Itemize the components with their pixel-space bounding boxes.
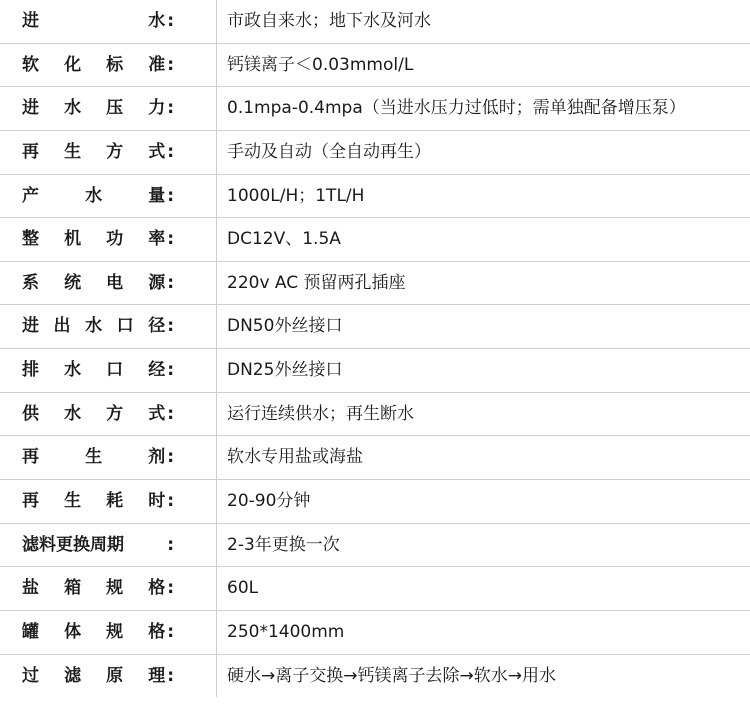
row-label-text: [22, 314, 165, 339]
row-label-char: 理: [148, 665, 166, 686]
table-row: [0, 567, 750, 611]
row-label-text: [22, 227, 165, 252]
row-label-cell: [0, 392, 217, 436]
row-label-colon: :: [167, 11, 174, 31]
row-label-cell: [0, 261, 217, 305]
row-label-char: 水: [64, 98, 82, 119]
row-label-char: 量: [148, 185, 166, 206]
row-label-text: [22, 271, 165, 296]
table-row: [0, 480, 750, 524]
row-label-cell: [0, 480, 217, 524]
row-value-cell: [217, 480, 750, 524]
row-label-text: [22, 533, 165, 558]
row-label-colon: :: [167, 185, 174, 206]
row-value-text: DC12V、1.5A: [227, 229, 341, 250]
row-label-char: 力: [148, 98, 166, 119]
row-label-inner: [22, 227, 174, 252]
row-label-cell: [0, 436, 217, 480]
row-label-colon: :: [167, 447, 174, 468]
row-label-inner: [22, 533, 174, 558]
row-value-cell: [217, 392, 750, 436]
row-value-cell: [217, 567, 750, 611]
row-value-cell: [217, 436, 750, 480]
row-label-char: 产: [22, 185, 39, 206]
row-label-char: 排: [22, 360, 39, 381]
row-label-char: 整: [22, 229, 39, 250]
row-label-char: 率: [148, 229, 166, 250]
row-label-char: 剂: [148, 447, 166, 468]
row-label-char: 生: [64, 141, 82, 162]
row-label-char: 再: [22, 447, 39, 468]
row-label-inner: [22, 53, 174, 78]
row-label-char: 电: [106, 272, 124, 293]
row-label-inner: [22, 184, 174, 209]
row-label-inner: [22, 140, 174, 165]
row-label-cell: [0, 654, 217, 697]
row-label-char: 水: [64, 403, 82, 424]
row-label-char: 格: [148, 621, 166, 642]
row-label-char: 周: [90, 534, 107, 555]
row-label-text: [22, 53, 165, 78]
row-label-char: 滤: [64, 665, 82, 686]
table-row: [0, 436, 750, 480]
row-label-char: 式: [148, 403, 166, 424]
row-label-char: 耗: [106, 491, 124, 512]
row-label-colon: :: [167, 316, 174, 337]
row-label-char: 滤: [22, 534, 39, 555]
row-label-colon: :: [167, 621, 174, 642]
row-value-text: 手动及自动（全自动再生）: [227, 141, 431, 162]
row-label-char: 准: [148, 54, 166, 75]
row-value-cell: [217, 130, 750, 174]
row-value-cell: [217, 523, 750, 567]
row-label-char: 再: [22, 491, 39, 512]
row-label-char: 箱: [64, 578, 82, 599]
row-label-inner: [22, 271, 174, 296]
row-label-char: 原: [106, 665, 124, 686]
table-row: [0, 392, 750, 436]
row-value-text: DN25外丝接口: [227, 360, 343, 381]
table-row: [0, 218, 750, 262]
row-label-char: 格: [148, 578, 166, 599]
row-label-inner: [22, 664, 174, 689]
row-label-text: [22, 140, 165, 165]
row-value-cell: [217, 305, 750, 349]
row-label-colon: :: [167, 98, 174, 119]
row-label-char: 水: [85, 185, 103, 206]
table-row: [0, 305, 750, 349]
row-label-cell: [0, 0, 217, 43]
row-label-char: 进: [22, 98, 39, 119]
row-label-cell: [0, 610, 217, 654]
row-label-char: 盐: [22, 578, 39, 599]
row-label-char: 软: [22, 54, 39, 75]
row-label-char: 口: [106, 360, 124, 381]
row-value-cell: [217, 261, 750, 305]
table-row: [0, 174, 750, 218]
row-value-text: 软水专用盐或海盐: [227, 447, 363, 468]
row-label-inner: [22, 314, 174, 339]
row-label-colon: :: [167, 360, 174, 381]
row-label-char: 规: [106, 578, 124, 599]
row-label-text: [22, 664, 165, 689]
row-label-inner: [22, 576, 174, 601]
row-value-cell: [217, 0, 750, 43]
row-label-text: [22, 402, 165, 427]
row-label-cell: [0, 130, 217, 174]
row-label-colon: :: [167, 534, 174, 555]
row-label-char: 源: [148, 272, 166, 293]
table-row: [0, 523, 750, 567]
row-label-char: 统: [64, 272, 82, 293]
table-row: [0, 130, 750, 174]
row-label-char: 标: [106, 54, 124, 75]
row-label-char: 压: [106, 98, 124, 119]
row-value-text: 2-3年更换一次: [227, 534, 340, 555]
row-label-cell: [0, 523, 217, 567]
table-row: [0, 610, 750, 654]
row-value-cell: [217, 349, 750, 393]
row-label-inner: [22, 445, 174, 470]
row-value-text: 0.1mpa-0.4mpa（当进水压力过低时；需单独配备增压泵）: [227, 98, 686, 119]
row-label-colon: :: [167, 578, 174, 599]
row-value-text: 市政自来水；地下水及河水: [227, 11, 431, 31]
row-label-colon: :: [167, 403, 174, 424]
row-label-colon: :: [167, 141, 174, 162]
row-label-char: 经: [148, 360, 166, 381]
row-label-text: [22, 489, 165, 514]
row-value-text: 250*1400mm: [227, 621, 345, 642]
row-label-char: 水: [64, 360, 82, 381]
row-label-cell: [0, 218, 217, 262]
row-label-inner: [22, 402, 174, 427]
row-label-char: 更: [56, 534, 73, 555]
row-label-char: 换: [73, 534, 90, 555]
row-label-char: 供: [22, 403, 39, 424]
row-label-char: 机: [64, 229, 82, 250]
row-label-char: 体: [64, 621, 82, 642]
row-label-char: 时: [148, 491, 166, 512]
row-value-cell: [217, 654, 750, 697]
row-label-char: 进: [22, 316, 39, 337]
table-row: [0, 87, 750, 131]
row-value-cell: [217, 43, 750, 87]
row-label-char: 料: [39, 534, 56, 555]
row-value-cell: [217, 218, 750, 262]
row-label-colon: :: [167, 491, 174, 512]
row-label-char: 过: [22, 665, 39, 686]
row-label-inner: [22, 96, 174, 121]
table-row: [0, 261, 750, 305]
row-value-text: 硬水→离子交换→钙镁离子去除→软水→用水: [227, 665, 556, 686]
row-label-text: [22, 576, 165, 601]
row-label-inner: [22, 489, 174, 514]
row-label-char: 生: [64, 491, 82, 512]
row-label-text: [22, 620, 165, 645]
table-row: [0, 654, 750, 697]
row-label-char: 径: [148, 316, 166, 337]
row-label-inner: [22, 358, 174, 383]
row-label-text: [22, 358, 165, 383]
row-label-inner: [22, 620, 174, 645]
row-value-cell: [217, 174, 750, 218]
row-value-text: 钙镁离子＜0.03mmol/L: [227, 54, 414, 75]
row-label-char: 规: [106, 621, 124, 642]
row-label-char: 系: [22, 272, 39, 293]
row-label-char: 罐: [22, 621, 39, 642]
row-label-text: [22, 445, 165, 470]
row-label-char: 功: [106, 229, 124, 250]
row-value-text: 60L: [227, 578, 259, 599]
row-value-cell: [217, 87, 750, 131]
row-label-inner: [22, 9, 174, 34]
row-label-cell: [0, 305, 217, 349]
row-label-text: [22, 9, 165, 34]
row-label-char: 期: [107, 534, 124, 555]
row-label-cell: [0, 43, 217, 87]
row-label-cell: [0, 349, 217, 393]
row-label-char: 化: [64, 54, 82, 75]
row-value-text: 运行连续供水；再生断水: [227, 403, 414, 424]
row-label-cell: [0, 567, 217, 611]
row-label-colon: :: [167, 54, 174, 75]
row-value-text: 20-90分钟: [227, 491, 311, 512]
row-label-text: [22, 96, 165, 121]
row-value-text: 220v AC 预留两孔插座: [227, 272, 406, 293]
row-label-char: 水: [85, 316, 103, 337]
row-label-colon: :: [167, 665, 174, 686]
table-row: [0, 0, 750, 43]
row-label-colon: :: [167, 229, 174, 250]
row-label-char: 口: [116, 316, 134, 337]
table-row: [0, 43, 750, 87]
row-value-cell: [217, 610, 750, 654]
row-label-colon: :: [167, 272, 174, 293]
table-row: [0, 349, 750, 393]
row-label-char: 方: [106, 403, 124, 424]
row-label-cell: [0, 87, 217, 131]
row-label-cell: [0, 174, 217, 218]
row-label-char: 水: [148, 11, 166, 31]
row-label-char: 再: [22, 141, 39, 162]
row-label-char: 生: [85, 447, 103, 468]
row-value-text: DN50外丝接口: [227, 316, 343, 337]
row-label-text: [22, 184, 165, 209]
row-value-text: 1000L/H；1TL/H: [227, 185, 365, 206]
row-label-char: 方: [106, 141, 124, 162]
row-label-char: 式: [148, 141, 166, 162]
row-label-char: 进: [22, 11, 39, 31]
row-label-char: 出: [53, 316, 71, 337]
